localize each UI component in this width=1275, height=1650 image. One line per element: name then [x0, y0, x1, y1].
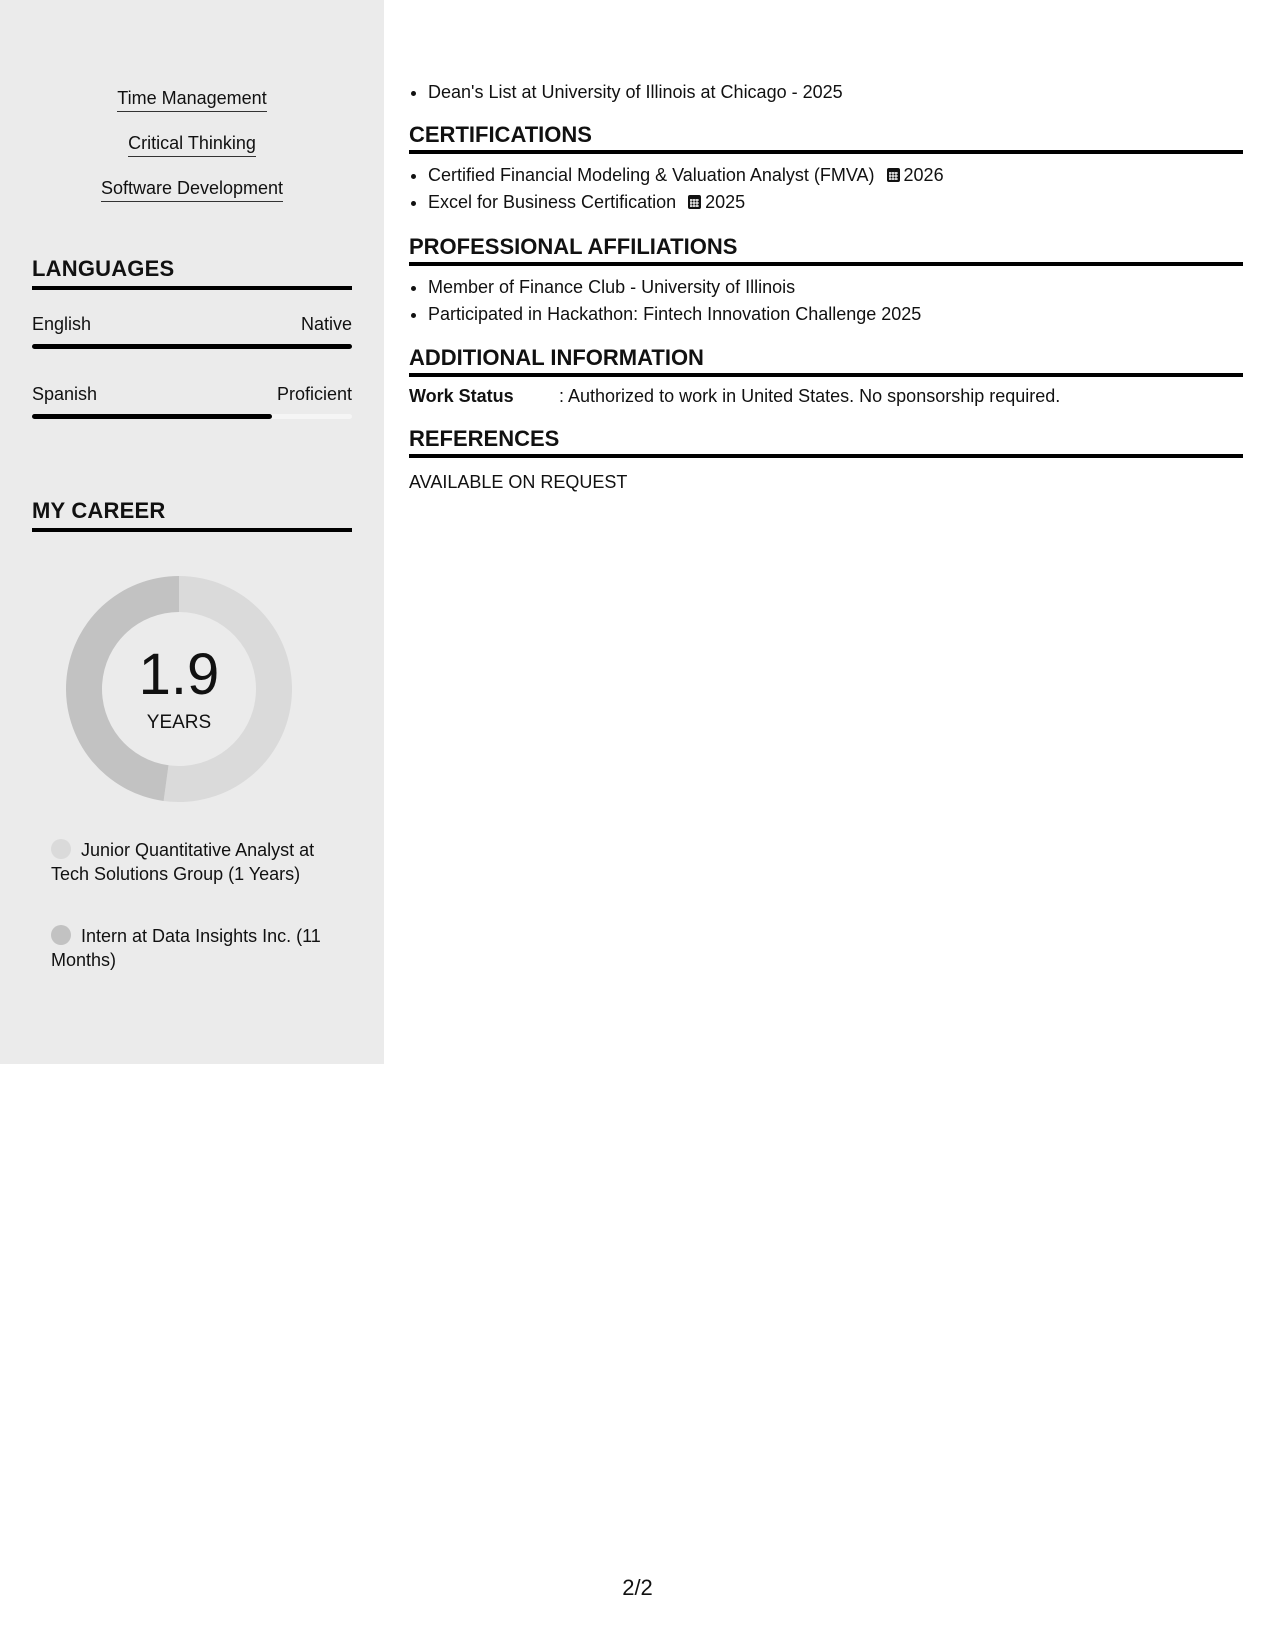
certification-year: 2026	[903, 165, 944, 185]
honors-list	[406, 79, 1248, 106]
certification-item	[428, 189, 1248, 216]
references-heading: REFERENCES	[409, 426, 1243, 458]
work-status-value: : Authorized to work in United States. No sponsorship required.	[559, 386, 1061, 406]
language-bar-fill	[32, 344, 352, 349]
skill-item: Critical Thinking	[0, 133, 384, 157]
language-name: Spanish	[32, 384, 98, 404]
work-status-label: Work Status	[409, 386, 514, 406]
language-bar	[32, 414, 352, 419]
calendar-icon	[688, 195, 701, 209]
affiliation-item: • Participated in Hackathon: Fintech Innovation Challenge 2025	[428, 301, 1248, 328]
additional-info-heading: ADDITIONAL INFORMATION	[409, 345, 1243, 377]
certification-name: Excel for Business Certification	[428, 192, 677, 212]
certifications-list	[406, 162, 1248, 216]
languages-heading: LANGUAGES	[32, 256, 352, 290]
certifications-heading: CERTIFICATIONS	[409, 122, 1243, 154]
language-bar	[32, 344, 352, 349]
references-text: AVAILABLE ON REQUEST	[409, 472, 628, 492]
skill-item: Time Management	[0, 88, 384, 112]
page-number: 2/2	[622, 1575, 653, 1600]
skill-item: Software Development	[0, 178, 384, 202]
language-level: Native	[300, 314, 352, 334]
career-legend-item	[51, 838, 321, 886]
sidebar	[0, 0, 384, 1064]
certification-item	[428, 162, 1248, 189]
calendar-icon	[887, 168, 900, 182]
career-total-unit: YEARS	[146, 712, 212, 733]
career-legend-item	[51, 924, 321, 972]
career-heading: MY CAREER	[32, 498, 352, 532]
affiliation-item: • Member of Finance Club - University of Illinois	[428, 274, 1248, 301]
legend-dot	[51, 839, 71, 859]
certification-name: Certified Financial Modeling & Valuation Analyst (FMVA)	[428, 165, 875, 185]
language-bar-fill	[32, 414, 272, 419]
affiliations-heading: PROFESSIONAL AFFILIATIONS	[409, 234, 1243, 266]
language-level: Proficient	[276, 384, 352, 404]
language-row	[32, 384, 352, 405]
certification-year: 2025	[705, 192, 746, 212]
honor-item: • Dean's List at University of Illinois at Chicago - 2025	[428, 79, 1248, 106]
career-legend-label: Junior Quantitative Analyst at Tech Solutions Group (1 Years)	[51, 840, 315, 884]
language-name: English	[32, 314, 92, 334]
legend-dot	[51, 925, 71, 945]
language-row	[32, 314, 352, 335]
affiliations-list	[406, 274, 1248, 328]
career-legend-label: Intern at Data Insights Inc. (11 Months)	[51, 926, 321, 970]
career-total-years: 1.9	[138, 642, 220, 707]
